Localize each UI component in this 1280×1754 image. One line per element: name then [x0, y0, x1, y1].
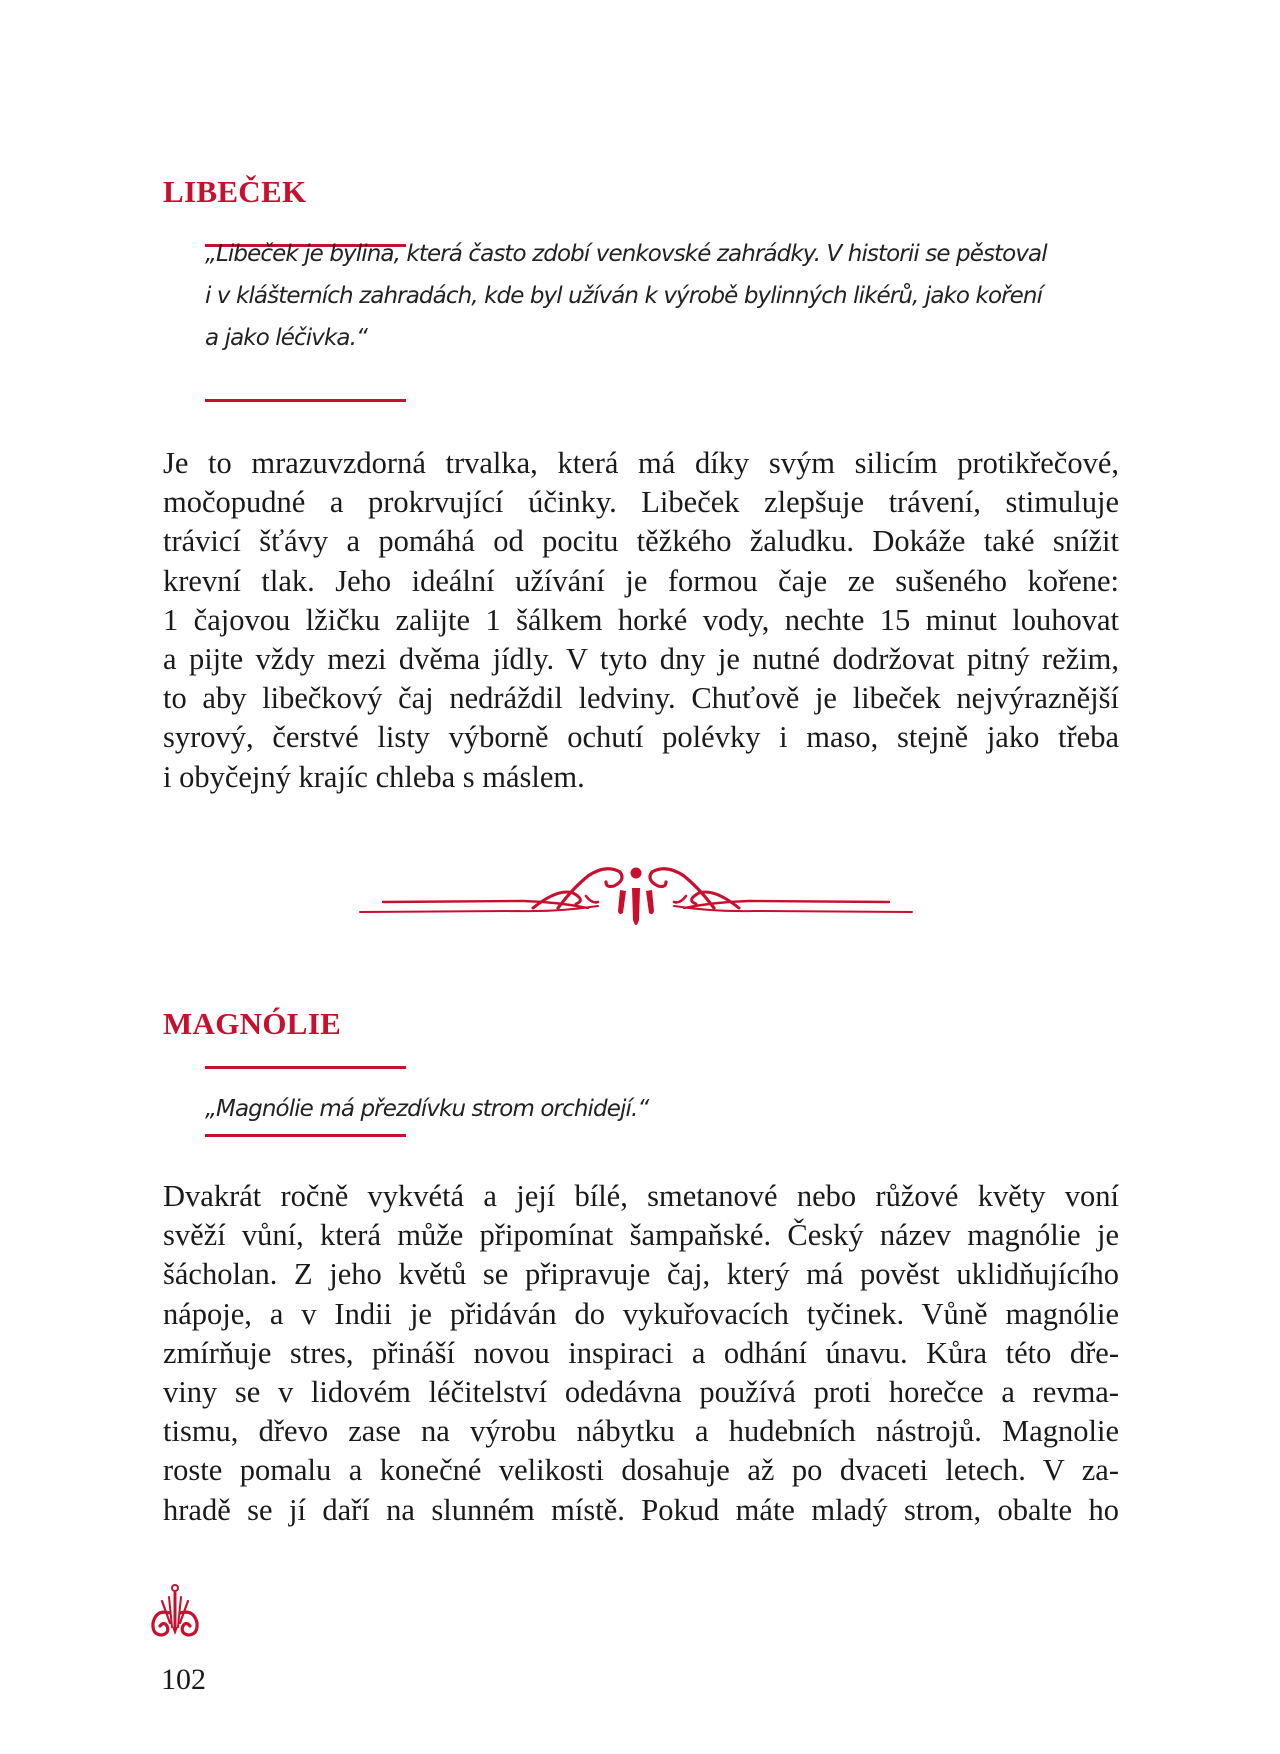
- quote-rule-bottom: [205, 1134, 406, 1137]
- section-heading-magnolie: MAGNÓLIE: [163, 1006, 342, 1041]
- body-line: viny se v lidovém léčitelství odedávna používá proti horečce a revma-: [163, 1375, 1119, 1410]
- body-line: hradě se jí daří na slunném místě. Pokud máte mladý strom, obalte ho: [163, 1492, 1119, 1527]
- body-line: tismu, dřevo zase na výrobu nábytku a hudebních nástrojů. Magnolie: [163, 1414, 1119, 1449]
- section-quote-libecek: [205, 233, 1125, 359]
- body-line: i obyčejný krajíc chleba s máslem.: [163, 759, 585, 794]
- body-line: syrový, čerstvé listy výborně ochutí polévky i maso, stejně jako třeba: [163, 720, 1119, 755]
- body-line: to aby libečkový čaj nedráždil ledviny. Chuťově je libeček nejvýraznější: [163, 681, 1119, 716]
- lyre-ornament-icon: [150, 1583, 200, 1641]
- body-line: nápoje, a v Indii je přidáván do vykuřovacích tyčinek. Vůně magnólie: [163, 1296, 1119, 1331]
- section-quote-magnolie: [205, 1088, 1125, 1130]
- body-line: Je to mrazuvzdorná trvalka, která má díky svým silicím protikřečové,: [163, 446, 1119, 480]
- section-body-libecek: [163, 444, 1119, 797]
- body-line: roste pomalu a konečné velikosti dosahuje až po dvaceti letech. V za-: [163, 1453, 1119, 1488]
- quote-line: i v klášterních zahradách, kde byl užíván k výrobě bylinných likérů, jako koření: [205, 283, 1043, 309]
- body-line: a pijte vždy mezi dvěma jídly. V tyto dny je nutné dodržovat pitný režim,: [163, 642, 1119, 677]
- quote-line: „Libeček je bylina, která často zdobí venkovské zahrádky. V historii se pěstoval: [205, 241, 1047, 267]
- body-line: Dvakrát ročně vykvétá a její bílé, smetanové nebo růžové květy voní: [163, 1179, 1119, 1213]
- body-line: svěží vůní, která může připomínat šampaňské. Český název magnólie je: [163, 1218, 1119, 1253]
- quote-rule-top: [205, 1066, 406, 1069]
- page-number: 102: [161, 1663, 206, 1696]
- body-line: krevní tlak. Jeho ideální užívání je formou čaje ze sušeného kořene:: [163, 563, 1119, 598]
- section-body-magnolie: [163, 1177, 1119, 1530]
- quote-line: „Magnólie má přezdívku strom orchidejí.“: [205, 1096, 649, 1122]
- quote-rule-bottom: [205, 399, 406, 402]
- body-line: trávicí šťávy a pomáhá od pocitu těžkého žaludku. Dokáže také snížit: [163, 524, 1119, 559]
- section-heading-libecek: LIBEČEK: [163, 174, 307, 209]
- quote-line: a jako léčivka.“: [205, 325, 368, 351]
- body-line: močopudné a prokrvující účinky. Libeček zlepšuje trávení, stimuluje: [163, 485, 1119, 520]
- body-line: šácholan. Z jeho květů se připravuje čaj, který má pověst uklidňujícího: [163, 1257, 1119, 1292]
- body-line: 1 čajovou lžičku zalijte 1 šálkem horké vody, nechte 15 minut louhovat: [163, 602, 1119, 637]
- flourish-ornament-icon: [358, 858, 914, 940]
- body-line: zmírňuje stres, přináší novou inspiraci a odhání únavu. Kůra této dře-: [163, 1335, 1119, 1370]
